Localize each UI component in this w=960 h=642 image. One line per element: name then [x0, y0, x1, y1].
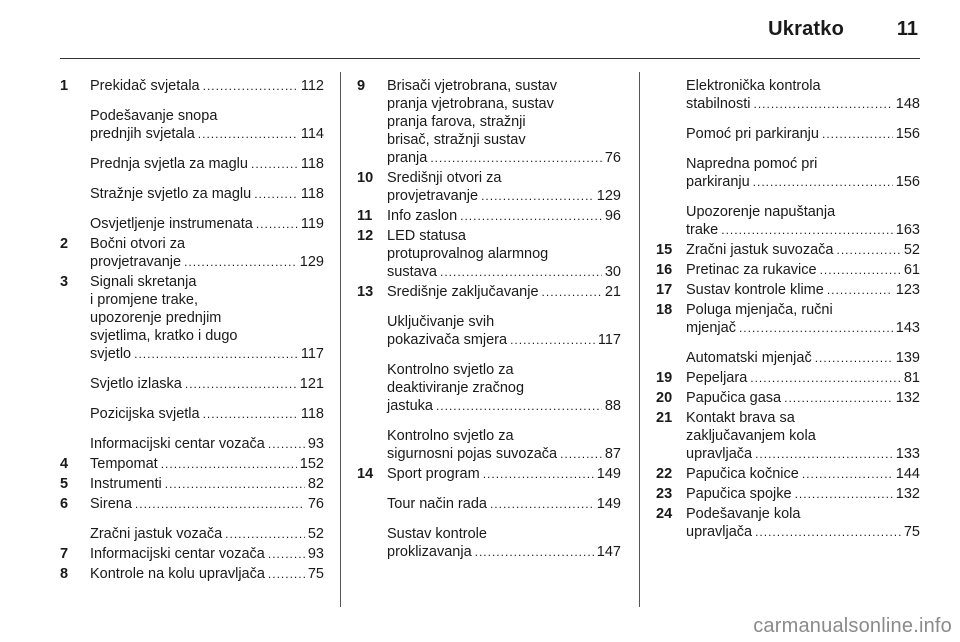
entry-text: pranja farova, stražnji: [387, 114, 526, 130]
dot-leader: [827, 281, 893, 299]
index-entry: [60, 77, 324, 95]
entry-text: Sustav kontrole klime: [686, 282, 824, 298]
callout-number: 10: [357, 170, 374, 186]
callout-number: 17: [656, 282, 673, 298]
page-reference: 52: [307, 526, 324, 542]
dot-leader: [802, 465, 893, 483]
dot-leader: [268, 545, 305, 563]
page-reference: 149: [596, 496, 621, 512]
index-entry: [357, 465, 621, 483]
entry-text: Signali skretanja: [90, 274, 197, 290]
dot-leader: [198, 125, 298, 143]
page-reference: 87: [604, 446, 621, 462]
entry-text: Uključivanje svih: [387, 314, 495, 330]
index-entry: [656, 505, 920, 541]
entry-text: Prednja svjetla za maglu: [90, 156, 248, 172]
entry-text: Papučica kočnice: [686, 466, 799, 482]
page-reference: 75: [903, 524, 920, 540]
entry-text: Sustav kontrole: [387, 526, 487, 542]
entry-text: Kontrolno svjetlo za: [387, 362, 514, 378]
index-entry: [656, 281, 920, 299]
index-entry: [656, 389, 920, 407]
page-reference: 30: [604, 264, 621, 280]
page-reference: 133: [895, 446, 920, 462]
dot-leader: [815, 349, 893, 367]
callout-number: 16: [656, 262, 673, 278]
page-reference: 129: [596, 188, 621, 204]
dot-leader: [268, 565, 305, 583]
dot-leader: [165, 475, 305, 493]
entry-text: provjetravanje: [387, 188, 479, 204]
entry-text: svjetlima, kratko i dugo: [90, 328, 238, 344]
entry-text: i promjene trake,: [90, 292, 198, 308]
index-entry: [656, 261, 920, 279]
entry-text: Stražnje svjetlo za maglu: [90, 186, 252, 202]
index-entry: [656, 485, 920, 503]
page-reference: 156: [895, 174, 920, 190]
callout-number: 14: [357, 466, 374, 482]
entry-text: provjetravanje: [90, 254, 182, 270]
index-entry: [60, 475, 324, 493]
page-reference: 61: [903, 262, 920, 278]
entry-text: Prekidač svjetala: [90, 78, 200, 94]
index-entry: [656, 349, 920, 367]
dot-leader: [268, 435, 305, 453]
callout-number: 20: [656, 390, 673, 406]
index-entry: [60, 235, 324, 271]
entry-text: jastuka: [387, 398, 433, 414]
dot-leader: [795, 485, 893, 503]
index-entry: [357, 361, 621, 415]
entry-text: Središnji otvori za: [387, 170, 502, 186]
entry-text: Info zaslon: [387, 208, 458, 224]
page-reference: 144: [895, 466, 920, 482]
index-entry: [60, 185, 324, 203]
index-entry: [656, 125, 920, 143]
page-reference: 117: [597, 332, 621, 348]
entry-text: Informacijski centar vozača: [90, 436, 265, 452]
entry-text: Osvjetljenje instrumenata: [90, 216, 253, 232]
dot-leader: [510, 331, 595, 349]
dot-leader: [440, 263, 602, 281]
page-reference: 82: [307, 476, 324, 492]
dot-leader: [475, 543, 594, 561]
dot-leader: [755, 445, 893, 463]
index-entry: [60, 495, 324, 513]
callout-number: 5: [60, 476, 69, 492]
callout-number: 19: [656, 370, 673, 386]
index-entry: [60, 215, 324, 233]
entry-text: Zračni jastuk vozača: [90, 526, 223, 542]
entry-text: sigurnosni pojas suvozača: [387, 446, 558, 462]
index-entry: [357, 227, 621, 281]
index-entry: [357, 427, 621, 463]
entry-text: Papučica spojke: [686, 486, 792, 502]
entry-text: Bočni otvori za: [90, 236, 186, 252]
entry-text: trake: [686, 222, 719, 238]
page-reference: 123: [895, 282, 920, 298]
callout-number: 12: [357, 228, 374, 244]
page-reference: 149: [596, 466, 621, 482]
callout-number: 21: [656, 410, 673, 426]
column-divider: [639, 72, 640, 607]
page-reference: 132: [895, 390, 920, 406]
page-reference: 132: [895, 486, 920, 502]
entry-text: Elektronička kontrola: [686, 78, 821, 94]
page-reference: 76: [307, 496, 324, 512]
dot-leader: [251, 155, 298, 173]
page-reference: 129: [299, 254, 324, 270]
callout-number: 22: [656, 466, 673, 482]
page-reference: 96: [604, 208, 621, 224]
entry-text: pokazivača smjera: [387, 332, 508, 348]
dot-leader: [542, 283, 602, 301]
dot-leader: [753, 95, 892, 113]
dot-leader: [460, 207, 602, 225]
page-reference: 93: [307, 546, 324, 562]
page-reference: 88: [604, 398, 621, 414]
callout-number: 13: [357, 284, 374, 300]
index-entry: [60, 545, 324, 563]
entry-text: Pomoć pri parkiranju: [686, 126, 819, 142]
entry-text: Brisači vjetrobrana, sustav: [387, 78, 558, 94]
entry-text: Kontrolno svjetlo za: [387, 428, 514, 444]
callout-number: 11: [357, 208, 373, 224]
page-reference: 118: [300, 406, 324, 422]
entry-text: Poluga mjenjača, ručni: [686, 302, 833, 318]
index-entry: [60, 455, 324, 473]
page-reference: 118: [300, 156, 324, 172]
dot-leader: [784, 389, 893, 407]
index-entry: [656, 155, 920, 191]
callout-number: 9: [357, 78, 366, 94]
dot-leader: [135, 495, 305, 513]
entry-text: prednjih svjetala: [90, 126, 195, 142]
dot-leader: [436, 397, 602, 415]
entry-text: stabilnosti: [686, 96, 751, 112]
entry-text: Informacijski centar vozača: [90, 546, 265, 562]
index-entry: [656, 241, 920, 259]
dot-leader: [490, 495, 594, 513]
page-title: Ukratko: [768, 18, 844, 40]
index-entry: [357, 207, 621, 225]
watermark: carmanualsonline.info: [753, 615, 952, 637]
entry-text: Tour način rada: [387, 496, 487, 512]
entry-text: Zračni jastuk suvozača: [686, 242, 834, 258]
callout-number: 8: [60, 566, 69, 582]
index-entry: [60, 375, 324, 393]
entry-text: upozorenje prednjim: [90, 310, 222, 326]
page-reference: 121: [299, 376, 324, 392]
entry-text: parkiranju: [686, 174, 750, 190]
dot-leader: [836, 241, 900, 259]
callout-number: 4: [60, 456, 69, 472]
page-reference: 81: [903, 370, 920, 386]
page-reference: 139: [895, 350, 920, 366]
callout-number: 7: [60, 546, 69, 562]
callout-number: 15: [656, 242, 673, 258]
entry-text: deaktiviranje zračnog: [387, 380, 525, 396]
callout-number: 3: [60, 274, 69, 290]
entry-text: zaključavanjem kola: [686, 428, 816, 444]
index-entry: [60, 107, 324, 143]
index-entry: [656, 77, 920, 113]
entry-text: Podešavanje kola: [686, 506, 801, 522]
entry-text: Središnje zaključavanje: [387, 284, 539, 300]
dot-leader: [820, 261, 901, 279]
entry-text: Tempomat: [90, 456, 158, 472]
index-entry: [357, 495, 621, 513]
entry-text: Instrumenti: [90, 476, 162, 492]
index-entry: [656, 409, 920, 463]
page-reference: 163: [895, 222, 920, 238]
entry-text: LED statusa: [387, 228, 466, 244]
index-entry: [357, 283, 621, 301]
page-reference: 117: [300, 346, 324, 362]
index-entry: [357, 169, 621, 205]
entry-text: Kontrole na kolu upravljača: [90, 566, 265, 582]
index-column-2: [357, 77, 621, 561]
entry-text: Pretinac za rukavice: [686, 262, 817, 278]
callout-number: 2: [60, 236, 69, 252]
entry-text: Podešavanje snopa: [90, 108, 218, 124]
page-reference: 118: [300, 186, 324, 202]
index-entry: [60, 435, 324, 453]
page-reference: 152: [299, 456, 324, 472]
index-entry: [357, 525, 621, 561]
dot-leader: [254, 185, 298, 203]
dot-leader: [750, 369, 901, 387]
index-entry: [60, 565, 324, 583]
dot-leader: [481, 187, 594, 205]
entry-text: upravljača: [686, 524, 753, 540]
page-reference: 143: [895, 320, 920, 336]
entry-text: Automatski mjenjač: [686, 350, 812, 366]
page-reference: 147: [596, 544, 621, 560]
callout-number: 1: [60, 78, 69, 94]
dot-leader: [225, 525, 305, 543]
callout-number: 23: [656, 486, 673, 502]
callout-number: 18: [656, 302, 673, 318]
entry-text: pranja: [387, 150, 428, 166]
callout-number: 6: [60, 496, 69, 512]
entry-text: upravljača: [686, 446, 753, 462]
entry-text: Papučica gasa: [686, 390, 782, 406]
index-entry: [60, 525, 324, 543]
index-entry: [656, 203, 920, 239]
dot-leader: [755, 523, 901, 541]
entry-text: sustava: [387, 264, 437, 280]
page-reference: 112: [300, 78, 324, 94]
dot-leader: [203, 77, 298, 95]
entry-text: svjetlo: [90, 346, 132, 362]
index-entry: [60, 405, 324, 423]
index-entry: [60, 273, 324, 363]
page-reference: 93: [307, 436, 324, 452]
entry-text: mjenjač: [686, 320, 736, 336]
entry-text: Upozorenje napuštanja: [686, 204, 836, 220]
dot-leader: [185, 375, 297, 393]
index-entry: [656, 369, 920, 387]
index-entry: [656, 465, 920, 483]
entry-text: brisač, stražnji sustav: [387, 132, 526, 148]
page-reference: 119: [300, 216, 324, 232]
dot-leader: [203, 405, 298, 423]
page-number: 11: [896, 18, 918, 40]
index-column-1: [60, 77, 324, 583]
entry-text: Sport program: [387, 466, 480, 482]
dot-leader: [184, 253, 297, 271]
dot-leader: [483, 465, 594, 483]
dot-leader: [134, 345, 298, 363]
entry-text: Sirena: [90, 496, 132, 512]
index-entry: [357, 313, 621, 349]
entry-text: Pepeljara: [686, 370, 748, 386]
dot-leader: [739, 319, 893, 337]
dot-leader: [721, 221, 893, 239]
page-reference: 148: [895, 96, 920, 112]
page-reference: 21: [604, 284, 621, 300]
entry-text: Svjetlo izlaska: [90, 376, 182, 392]
dot-leader: [753, 173, 893, 191]
entry-text: Kontakt brava sa: [686, 410, 795, 426]
dot-leader: [822, 125, 893, 143]
callout-number: 24: [656, 506, 673, 522]
index-entry: [656, 301, 920, 337]
index-entry: [357, 77, 621, 167]
dot-leader: [256, 215, 298, 233]
entry-text: Napredna pomoć pri: [686, 156, 818, 172]
page-header: [60, 0, 920, 59]
page-reference: 114: [300, 126, 324, 142]
page-reference: 156: [895, 126, 920, 142]
entry-text: pranja vjetrobrana, sustav: [387, 96, 554, 112]
dot-leader: [161, 455, 297, 473]
dot-leader: [560, 445, 602, 463]
page-reference: 52: [903, 242, 920, 258]
page-reference: 76: [604, 150, 621, 166]
entry-text: proklizavanja: [387, 544, 472, 560]
dot-leader: [430, 149, 602, 167]
page-reference: 75: [307, 566, 324, 582]
index-entry: [60, 155, 324, 173]
entry-text: protuprovalnog alarmnog: [387, 246, 549, 262]
column-divider: [340, 72, 341, 607]
index-column-3: [656, 77, 920, 541]
entry-text: Pozicijska svjetla: [90, 406, 200, 422]
